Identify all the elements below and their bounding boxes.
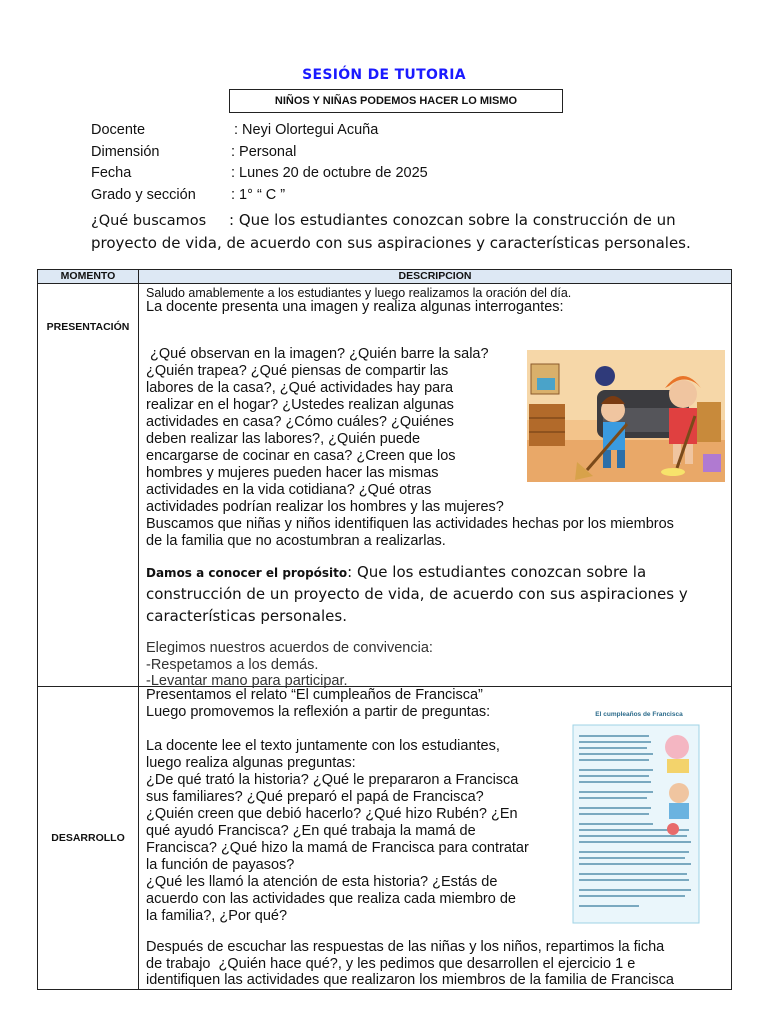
desarrollo-line: sus familiares? ¿Qué preparó el papá de Francisca? [146,789,484,805]
desarrollo-line: Francisca? ¿Qué hizo la mamá de Francisca para contratar [146,840,529,856]
desarrollo-line: ¿Qué les llamó la atención de esta historia? ¿Estás de [146,874,498,890]
question-line: ¿Quién trapea? ¿Qué piensas de compartir las [146,363,449,379]
question-line: encargarse de cocinar en casa? ¿Creen que los [146,448,456,464]
question-line: de la familia que no acostumbran a realizarlas. [146,533,446,549]
saludo-text: Saludo amablemente a los estudiantes y luego realizamos la oración del día. [146,286,572,300]
proposito-label: Damos a conocer el propósito [146,566,348,580]
desarrollo-line: de trabajo ¿Quién hace qué?, y les pedimos que desarrollen el ejercicio 1 e [146,956,636,972]
header-descripcion: DESCRIPCION [139,270,732,284]
proposito-text: : Que los estudiantes conozcan sobre la [347,563,647,581]
desarrollo-line: la función de payasos? [146,857,295,873]
header-momento: MOMENTO [38,270,139,284]
desarrollo-line: La docente lee el texto juntamente con los estudiantes, [146,738,500,754]
proposito-line-3: características personales. [146,607,347,625]
fecha-label: Fecha [91,165,132,181]
descripcion-desarrollo [139,687,732,990]
desarrollo-line: la familia?, ¿Por qué? [146,908,288,924]
desarrollo-line: Después de escuchar las respuestas de las niñas y los niños, repartimos la ficha [146,939,665,955]
presentacion-label: PRESENTACIÓN [46,321,130,333]
presenta-text: La docente presenta una imagen y realiza algunas interrogantes: [146,299,564,315]
desarrollo-line: Luego promovemos la reflexión a partir de preguntas: [146,704,491,720]
desarrollo-label: DESARROLLO [51,832,125,844]
buscamos-label: ¿Qué buscamos [91,213,207,229]
session-table [37,269,732,990]
question-line: actividades en casa? ¿Cómo cuáles? ¿Quiénes [146,414,454,430]
question-line: ¿Qué observan en la imagen? ¿Quién barre la sala? [146,346,489,362]
question-line: deben realizar las labores?, ¿Quién puede [146,431,421,447]
desarrollo-line: Presentamos el relato “El cumpleaños de Francisca” [146,687,483,703]
fecha-value: : Lunes 20 de octubre de 2025 [231,165,428,181]
desarrollo-line: luego realiza algunas preguntas: [146,755,356,771]
session-title: SESIÓN DE TUTORIA [302,67,466,83]
question-line: actividades podrían realizar los hombres y las mujeres? [146,499,504,515]
dimension-label: Dimensión [91,144,160,160]
acuerdos-heading: Elegimos nuestros acuerdos de convivencia: [146,640,433,656]
acuerdo-item: -Levantar mano para participar. [146,673,348,689]
children-cleaning-image [527,350,725,482]
question-line: realizar en el hogar? ¿Ustedes realizan algunas [146,397,454,413]
info-buscamos [91,209,711,254]
question-line: labores de la casa?, ¿Qué actividades hay para [146,380,454,396]
desarrollo-line: ¿De qué trató la historia? ¿Qué le prepararon a Francisca [146,772,519,788]
grado-value: : 1° “ C ” [231,187,286,203]
docente-label: Docente [91,122,146,138]
proposito-line-1 [146,564,646,582]
docente-value: : Neyi Olortegui Acuña [234,122,379,138]
desarrollo-line: ¿Quién creen que debió hacerlo? ¿Qué hizo Rubén? ¿En [146,806,518,822]
descripcion-presentacion [139,284,732,687]
desarrollo-line: acuerdo con las actividades que realiza cada miembro de [146,891,516,907]
grado-label: Grado y sección [91,187,196,203]
dimension-value: : Personal [231,144,297,160]
question-line: actividades en la vida cotidiana? ¿Qué otras [146,482,432,498]
desarrollo-line: qué ayudó Francisca? ¿En qué trabaja la mamá de [146,823,476,839]
momento-desarrollo [38,687,139,990]
question-line: Buscamos que niñas y niños identifiquen las actividades hechas por los miembros [146,516,674,532]
story-worksheet-image [569,711,703,927]
momento-presentacion [38,284,139,687]
proposito-line-2: construcción de un proyecto de vida, de acuerdo con sus aspiraciones y [146,585,688,603]
session-subtitle: NIÑOS Y NIÑAS PODEMOS HACER LO MISMO [229,89,563,113]
acuerdo-item: -Respetamos a los demás. [146,657,319,673]
question-line: hombres y mujeres pueden hacer las mismas [146,465,439,481]
buscamos-value: : Que los estudiantes conozcan sobre la construcción de un proyecto de vida, de acuerdo con sus aspiraciones y características personales. [91,211,691,252]
desarrollo-line: identifiquen las actividades que realizaron los miembros de la familia de Francisca [146,972,674,988]
story-title: El cumpleaños de Francisca [595,711,683,718]
